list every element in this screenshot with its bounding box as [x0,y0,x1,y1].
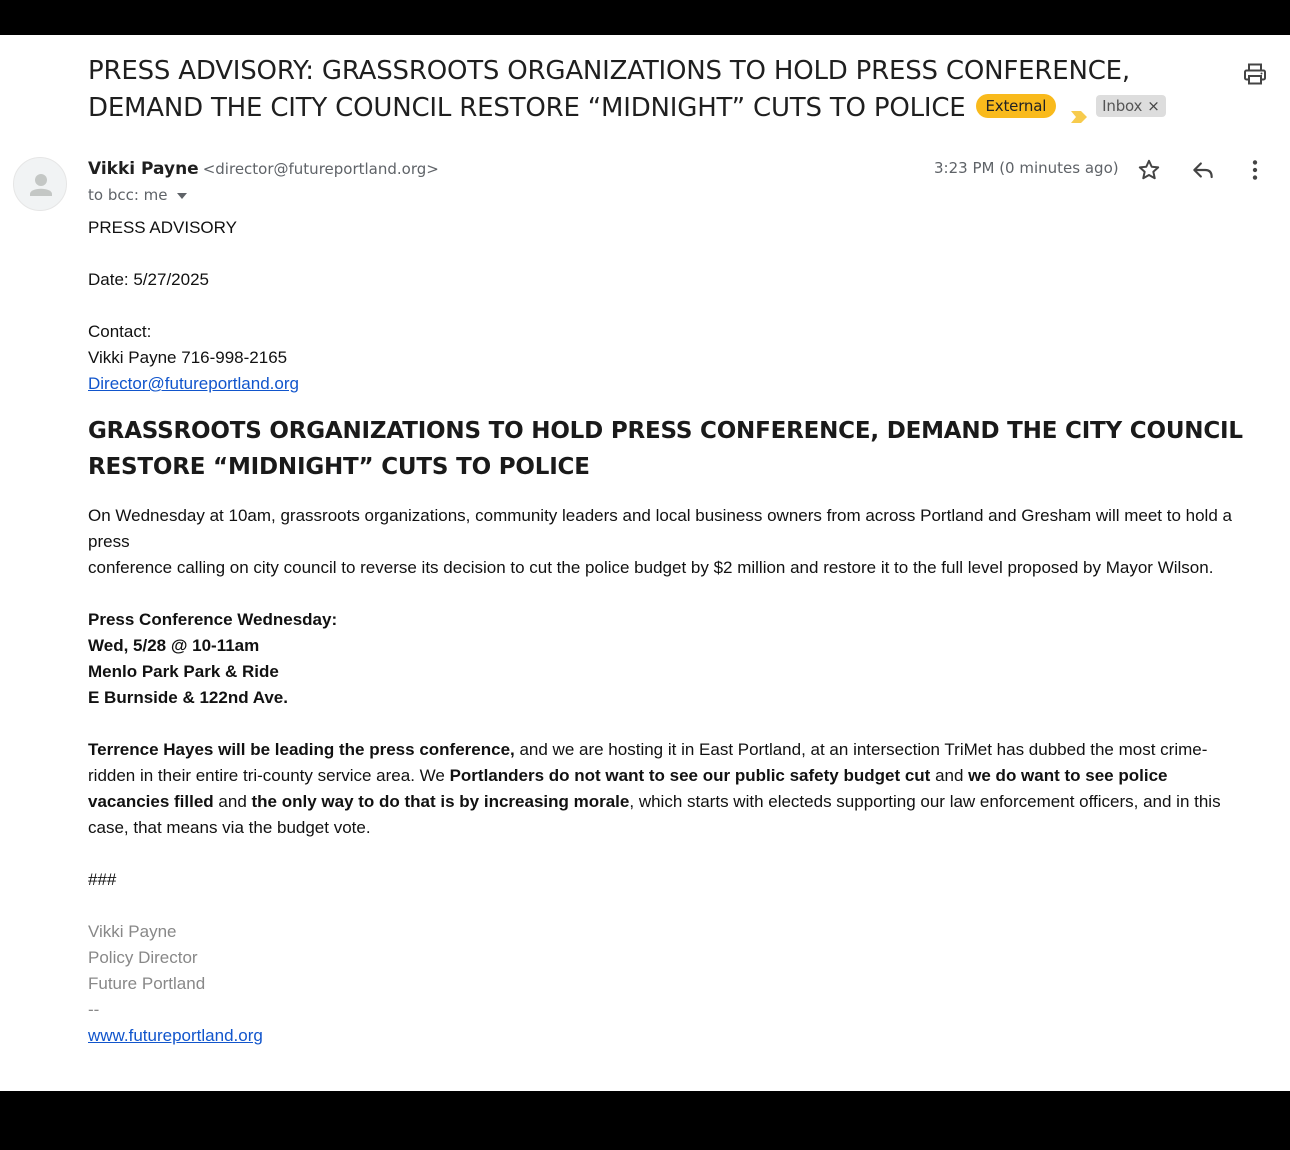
advisory-date: Date: 5/27/2025 [88,270,209,289]
intro-line-2: press [88,532,130,551]
details-bold-text: we do want to see police [968,766,1168,785]
inbox-label-text: Inbox [1102,96,1143,115]
chevron-down-icon [177,193,187,199]
intro-line-1: On Wednesday at 10am, grassroots organizations, community leaders and local business owners from across Portland and Gresham will meet to hold a [88,506,1232,525]
recipients-toggle[interactable] [88,186,187,204]
event-date: Wed, 5/28 @ 10-11am [88,636,260,655]
details-text: and we are hosting it in East Portland, at an intersection TriMet has dubbed the most crime- [514,740,1208,759]
details-line-3 [88,789,1268,815]
star-icon [1136,157,1162,183]
details-bold-text: Terrence Hayes will be leading the press conference, [88,740,515,759]
details-text: and [930,766,969,785]
event-title: Press Conference Wednesday: [88,610,338,629]
reply-button[interactable] [1190,157,1216,183]
subject-line-1: PRESS ADVISORY: GRASSROOTS ORGANIZATIONS TO HOLD PRESS CONFERENCE, [88,56,1130,86]
details-text: ridden in their entire tri-county service area. We [88,766,450,785]
importance-marker-icon[interactable] [1070,98,1088,112]
printer-icon [1243,63,1267,85]
message-time: 3:23 PM (0 minutes ago) [934,159,1119,177]
inbox-label [1096,95,1165,117]
contact-phone: Vikki Payne 716-998-2165 [88,348,288,367]
person-icon [14,158,67,211]
remove-label-button[interactable]: × [1147,96,1160,115]
contact-email-link[interactable]: Director@futureportland.org [88,374,299,393]
website-link[interactable]: www.futureportland.org [88,1026,263,1045]
details-bold-text: vacancies filled [88,792,214,811]
end-mark: ### [88,870,117,889]
contact-label: Contact: [88,322,152,341]
signature-org: Future Portland [88,974,206,993]
more-options-button[interactable] [1242,157,1268,183]
event-place: Menlo Park Park & Ride [88,662,279,681]
sender-email: <director@futureportland.org> [202,160,439,178]
sender-name[interactable]: Vikki Payne [88,159,199,179]
star-button[interactable] [1136,157,1162,183]
reply-icon [1190,157,1216,183]
external-label: External [976,94,1057,118]
subject-line-2 [88,90,1228,127]
signature [88,919,1268,1049]
headline-line-1: GRASSROOTS ORGANIZATIONS TO HOLD PRESS CONFERENCE, DEMAND THE CITY COUNCIL [88,418,1243,444]
email-view [0,35,1290,1091]
signature-title: Policy Director [88,948,198,967]
event-address: E Burnside & 122nd Ave. [88,688,288,707]
details-bold-text: Portlanders do not want to see our public safety budget cut [449,766,931,785]
signature-separator: -- [88,1000,100,1019]
sender-info [88,158,439,179]
message-body [88,215,1268,1049]
details-line-4: case, that means via the budget vote. [88,818,371,837]
recipients-text: to bcc: me [88,186,168,204]
email-subject [88,53,1228,127]
details-text: , which starts with electeds supporting our law enforcement officers, and in this [629,792,1221,811]
details-bold-text: the only way to do that is by increasing morale [251,792,630,811]
subject-line-2-text: DEMAND THE CITY COUNCIL RESTORE “MIDNIGHT” CUTS TO POLICE [88,93,966,123]
signature-name: Vikki Payne [88,922,177,941]
more-vert-icon [1242,157,1268,183]
details-text: and [213,792,252,811]
sender-avatar[interactable] [13,157,67,211]
advisory-label: PRESS ADVISORY [88,218,237,237]
headline-line-2: RESTORE “MIDNIGHT” CUTS TO POLICE [88,454,590,480]
details-line-2 [88,763,1268,789]
press-headline [88,413,1268,485]
details-line-1 [88,737,1268,763]
print-button[interactable] [1243,63,1267,85]
intro-line-3: conference calling on city council to reverse its decision to cut the police budget by $2 million and restore it to the full level proposed by Mayor Wilson. [88,558,1214,577]
